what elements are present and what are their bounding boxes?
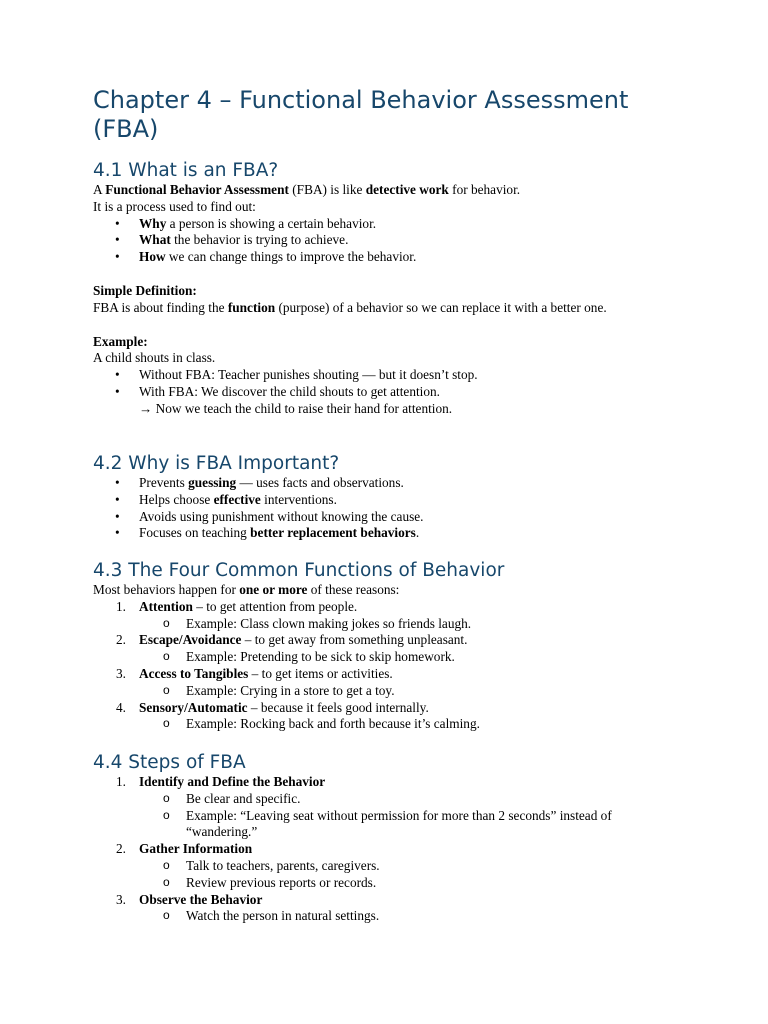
list-item: 4. Sensory/Automatic – because it feels good internally.: [116, 699, 429, 715]
sub-list-item: o Example: Rocking back and forth because it’s calming.: [93, 716, 673, 733]
list-item: 2. Escape/Avoidance – to get away from something unpleasant.: [116, 632, 468, 648]
list-item: • Why a person is showing a certain behavior.: [93, 216, 673, 233]
list-item: • Without FBA: Teacher punishes shouting — but it doesn’t stop.: [93, 367, 673, 384]
numbered-list: [93, 774, 673, 925]
paragraph: It is a process used to find out:: [93, 198, 256, 214]
list-item: 2. Gather Information: [116, 841, 253, 857]
paragraph: Most behaviors happen for one or more of these reasons:: [93, 582, 400, 597]
example-label: Example:: [93, 333, 148, 349]
definition-text: FBA is about finding the function (purpose) of a behavior so we can replace it with a better one.: [93, 299, 607, 315]
sub-list-item: o Be clear and specific.: [93, 791, 673, 808]
section-heading: 4.2 Why is FBA Important?: [93, 453, 340, 474]
numbered-list: [93, 599, 673, 733]
paragraph: A Functional Behavior Assessment (FBA) is like detective work for behavior.: [93, 182, 521, 197]
definition-label: Simple Definition:: [93, 282, 197, 298]
sub-list-item: o Example: Crying in a store to get a toy.: [93, 683, 673, 700]
section-heading: 4.4 Steps of FBA: [93, 752, 246, 773]
list-item: • Avoids using punishment without knowing the cause.: [93, 509, 673, 526]
list-item: • Helps choose effective interventions.: [93, 492, 673, 509]
bullet-list: [93, 475, 673, 542]
bullet-list: [93, 216, 673, 266]
list-item: 1. Attention – to get attention from people.: [116, 598, 358, 614]
sub-list-item: o Watch the person in natural settings.: [93, 908, 673, 925]
sub-list-item: o Example: “Leaving seat without permission for more than 2 seconds” instead of “wandering.”: [93, 808, 673, 842]
list-item: • Prevents guessing — uses facts and observations.: [93, 475, 673, 492]
section-four-functions: [93, 560, 673, 733]
chapter-title: Chapter 4 – Functional Behavior Assessment (FBA): [93, 86, 629, 143]
list-item: 3. Access to Tangibles – to get items or activities.: [116, 665, 393, 681]
list-item: • Focuses on teaching better replacement behaviors.: [93, 525, 673, 542]
list-item: • What the behavior is trying to achieve.: [93, 232, 673, 249]
sub-list-item: o Talk to teachers, parents, caregivers.: [93, 858, 673, 875]
bullet-list: [93, 367, 673, 401]
sub-list-item: o Example: Class clown making jokes so friends laugh.: [93, 616, 673, 633]
section-why-important: [93, 453, 673, 542]
sub-list-item: o Example: Pretending to be sick to skip homework.: [93, 649, 673, 666]
section-heading: 4.1 What is an FBA?: [93, 160, 279, 181]
list-item: • With FBA: We discover the child shouts to get attention.: [93, 384, 673, 401]
sub-list-item: o Review previous reports or records.: [93, 875, 673, 892]
section-heading: 4.3 The Four Common Functions of Behavior: [93, 560, 505, 581]
arrow-note: → Now we teach the child to raise their hand for attention.: [139, 400, 453, 416]
example-text: A child shouts in class.: [93, 350, 216, 366]
section-what-is-fba: [93, 160, 673, 418]
list-item: 1. Identify and Define the Behavior: [116, 774, 326, 789]
section-steps: [93, 752, 673, 925]
list-item: 3. Observe the Behavior: [116, 891, 263, 907]
list-item: • How we can change things to improve the behavior.: [93, 249, 673, 266]
